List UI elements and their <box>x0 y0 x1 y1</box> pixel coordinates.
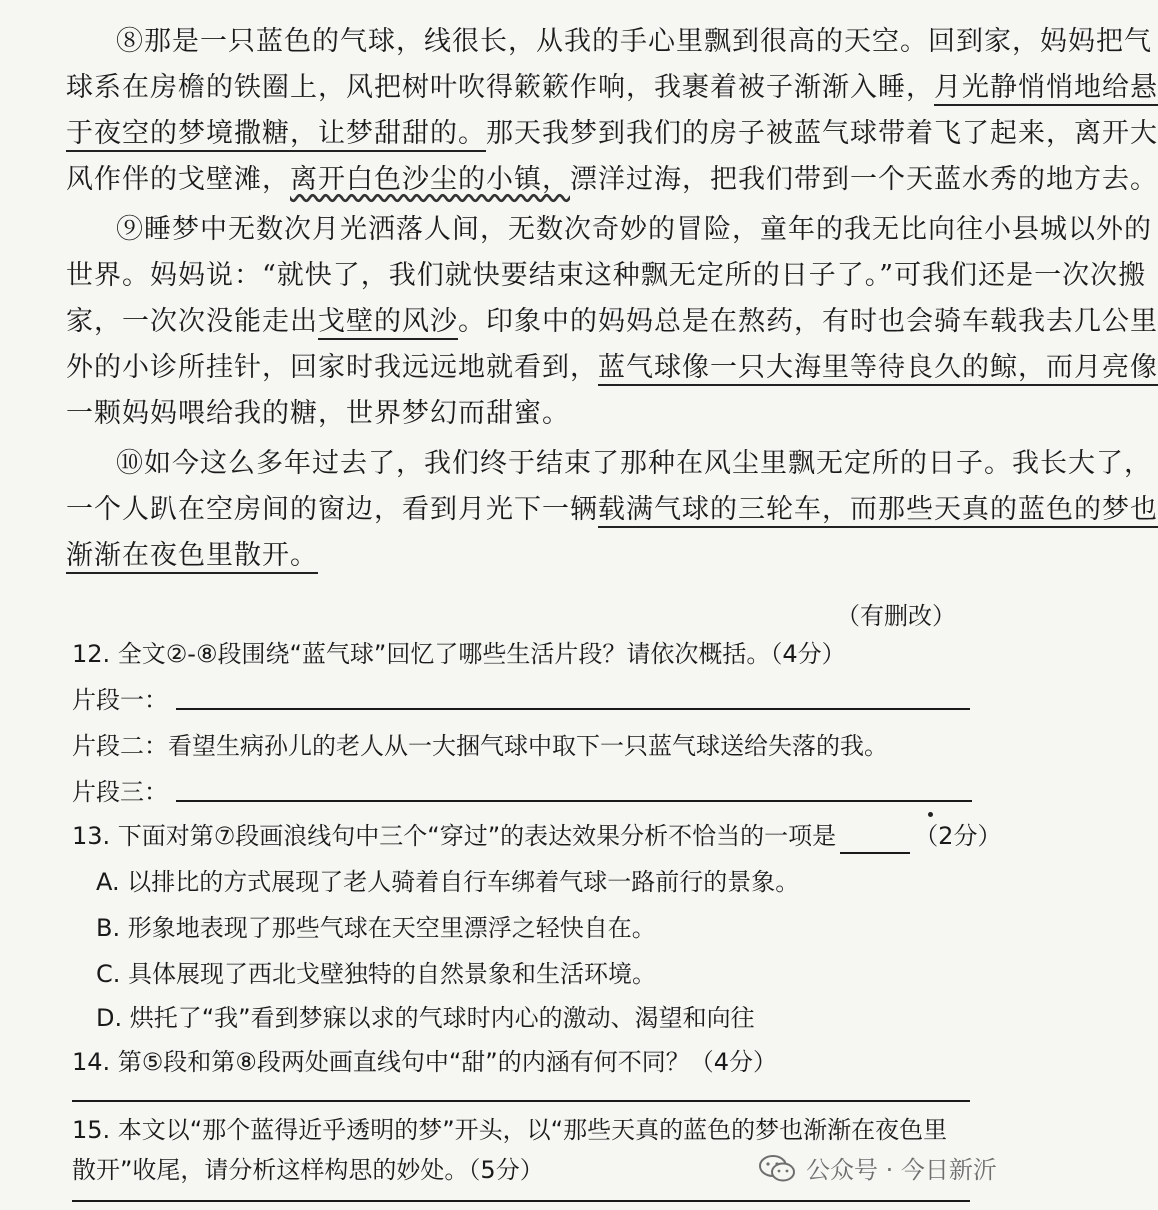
p9-line5: 一颗妈妈喂给我的糖，世界梦幻而甜蜜。 <box>66 398 570 429</box>
watermark <box>758 1150 997 1185</box>
p9-line1: ⑨睡梦中无数次月光洒落人间，无数次奇妙的冒险，童年的我无比向往小县城以外的 <box>116 214 1152 245</box>
q12-stem: 12. 全文②-⑧段围绕“蓝气球”回忆了哪些生活片段？请依次概括。（4分） <box>72 640 846 668</box>
q13-answer-blank[interactable] <box>840 826 910 854</box>
q12-seg1-label: 片段一： <box>72 686 168 714</box>
p8-line1: ⑧那是一只蓝色的气球，线很长，从我的手心里飘到很高的天空。回到家，妈妈把气 <box>116 26 1152 57</box>
p10-line2: 一个人趴在空房间的窗边，看到月光下一辆载满气球的三轮车，而那些天真的蓝色的梦也 <box>66 490 990 530</box>
q13-option-d: D. 烘托了“我”看到梦寐以求的气球时内心的激动、渴望和向往 <box>96 1004 755 1032</box>
wavy-phrase-town: 离开白色沙尘的小镇， <box>290 164 570 195</box>
q12-seg2-answer: 看望生病孙儿的老人从一大捆气球中取下一只蓝气球送给失落的我。 <box>168 732 888 760</box>
p9-line3: 家，一次次没能走出戈壁的风沙。印象中的妈妈总是在熬药，有时也会骑车载我去几公里 <box>66 302 990 342</box>
p8-line2: 球系在房檐的铁圈上，风把树叶吹得簌簌作响，我裹着被子渐渐入睡，月光静悄悄地给悬 <box>66 68 990 108</box>
q13-option-c: C. 具体展现了西北戈壁独特的自然景象和生活环境。 <box>96 960 657 988</box>
p9-line4: 外的小诊所挂针，回家时我远远地就看到，蓝气球像一只大海里等待良久的鲸，而月亮像 <box>66 348 990 388</box>
underlined-phrase-night: 渐渐在夜色里散开。 <box>66 540 318 574</box>
p8-line4: 风作伴的戈壁滩，离开白色沙尘的小镇，漂洋过海，把我们带到一个天蓝水秀的地方去。 <box>66 164 1158 195</box>
watermark-text: 公众号 · 今日新沂 <box>806 1156 997 1184</box>
q12-seg3-answer-line[interactable] <box>176 800 972 802</box>
q13-stem: 13. 下面对第⑦段画浪线句中三个“穿过”的表达效果分析不恰当的一项是 （2分） <box>72 818 1001 854</box>
q14-stem: 14. 第⑤段和第⑧段两处画直线句中“甜”的内涵有何不同？（4分） <box>72 1048 777 1076</box>
q12-seg1-answer-line[interactable] <box>176 708 970 710</box>
source-note: （有删改） <box>836 602 956 630</box>
p8-line3: 于夜空的梦境撒糖，让梦甜甜的。那天我梦到我们的房子被蓝气球带着飞了起来，离开大 <box>66 114 990 154</box>
p10-line1: ⑩如今这么多年过去了，我们终于结束了那种在风尘里飘无定所的日子。我长大了， <box>116 448 1152 479</box>
q15-answer-line[interactable] <box>72 1200 970 1202</box>
q12-seg3-label: 片段三： <box>72 778 168 806</box>
underlined-phrase-wind: 戈壁的风沙 <box>318 306 458 340</box>
p10-line3 <box>66 536 990 576</box>
underlined-sentence-whale: 蓝气球像一只大海里等待良久的鲸，而月亮像 <box>598 352 1158 386</box>
q13-option-a: A. 以排比的方式展现了老人骑着自行车绑着气球一路前行的景象。 <box>96 868 800 896</box>
q12-seg2: 片段二：看望生病孙儿的老人从一大捆气球中取下一只蓝气球送给失落的我。 <box>72 732 888 760</box>
emphasis-dot <box>928 812 933 817</box>
q13-option-b: B. 形象地表现了那些气球在天空里漂浮之轻快自在。 <box>96 914 656 942</box>
underlined-sentence-tricycle: 载满气球的三轮车，而那些天真的蓝色的梦也 <box>598 494 1158 528</box>
wechat-icon <box>758 1153 796 1183</box>
p9-line2: 世界。妈妈说：“就快了，我们就快要结束这种飘无定所的日子了。”可我们还是一次次搬 <box>66 260 1147 291</box>
q15-line1: 15. 本文以“那个蓝得近乎透明的梦”开头，以“那些天真的蓝色的梦也渐渐在夜色里 <box>72 1116 948 1144</box>
underlined-sentence-sweet: 于夜空的梦境撒糖，让梦甜甜的。 <box>66 118 486 152</box>
underlined-sentence-moon: 月光静悄悄地给悬 <box>934 72 1158 106</box>
q15-line2: 散开”收尾，请分析这样构思的妙处。（5分） <box>72 1156 544 1184</box>
q14-answer-line[interactable] <box>72 1100 970 1102</box>
